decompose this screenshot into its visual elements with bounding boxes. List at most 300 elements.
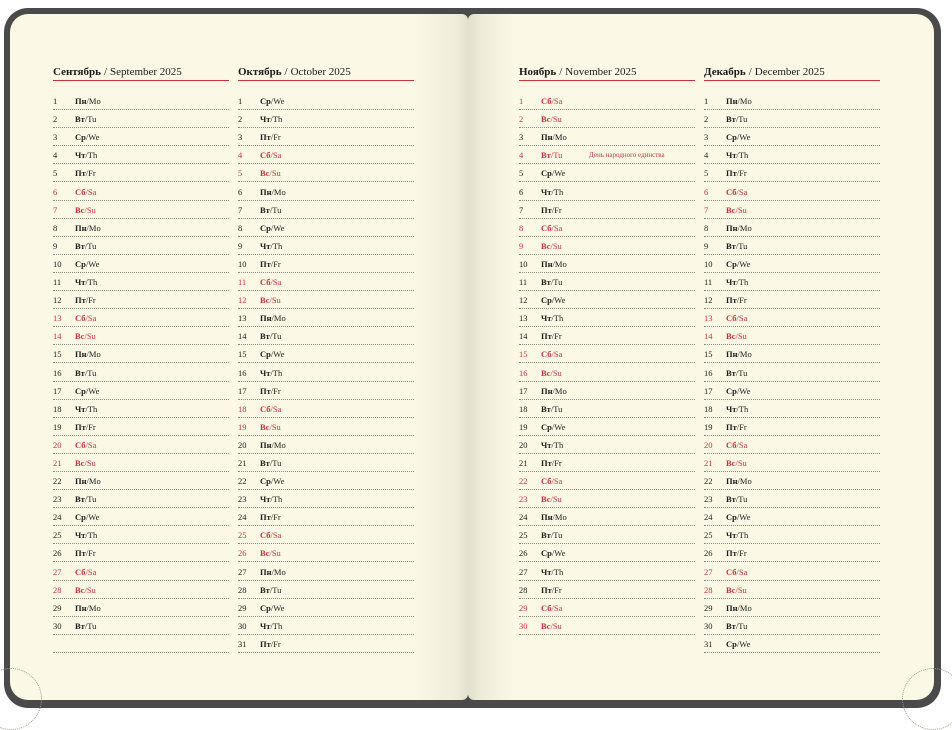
weekday-ru: Вс — [726, 331, 736, 342]
day-number: 13 — [704, 313, 713, 324]
day-row — [519, 526, 695, 544]
weekday: Ср/We — [260, 96, 285, 107]
corner-stitching — [902, 668, 952, 730]
weekday-ru: Чт — [260, 240, 271, 251]
weekday: Пт/Fr — [260, 258, 281, 269]
weekday-ru: Ср — [260, 349, 271, 360]
weekday-en: Mo — [739, 96, 752, 107]
weekday-en: Tu — [553, 150, 563, 161]
weekday-ru: Пн — [75, 96, 87, 107]
weekday: Ср/We — [726, 385, 751, 396]
weekday-ru: Вт — [260, 457, 270, 468]
weekday-ru: Вт — [260, 331, 270, 342]
weekday-en: Mo — [739, 476, 752, 487]
weekday-ru: Пт — [541, 584, 552, 595]
weekday-en: Su — [86, 457, 96, 468]
weekday-ru: Чт — [726, 277, 737, 288]
weekday: Чт/Th — [726, 150, 749, 161]
day-number: 20 — [53, 439, 62, 450]
day-number: 22 — [238, 476, 247, 487]
weekday-ru: Пн — [260, 186, 272, 197]
weekday-en: Th — [553, 186, 564, 197]
day-row — [519, 418, 695, 436]
weekday-ru: Пн — [726, 222, 738, 233]
weekday-ru: Вс — [75, 331, 85, 342]
day-row — [519, 146, 695, 164]
weekday-en: Fr — [273, 638, 281, 649]
weekday-en: Th — [738, 150, 749, 161]
weekday-en: Tu — [87, 367, 97, 378]
day-number: 3 — [53, 132, 58, 143]
day-row — [53, 309, 229, 327]
day-row — [704, 562, 880, 580]
day-row — [704, 255, 880, 273]
weekday-ru: Пн — [726, 476, 738, 487]
weekday-ru: Пн — [75, 476, 87, 487]
weekday-ru: Вт — [726, 494, 736, 505]
day-number: 28 — [704, 584, 713, 595]
day-row — [238, 436, 414, 454]
weekday-ru: Пн — [75, 602, 87, 613]
weekday-ru: Вт — [260, 204, 270, 215]
weekday-en: We — [273, 222, 285, 233]
weekday-ru: Сб — [260, 150, 271, 161]
weekday-ru: Пн — [541, 258, 553, 269]
weekday-en: Fr — [739, 421, 747, 432]
weekday-ru: Пн — [541, 385, 553, 396]
weekday-ru: Чт — [726, 150, 737, 161]
weekday: Пт/Fr — [541, 204, 562, 215]
day-row — [238, 327, 414, 345]
day-row — [519, 363, 695, 381]
weekday-en: We — [88, 258, 100, 269]
weekday-ru: Вт — [726, 114, 736, 125]
month-rule — [238, 80, 414, 81]
weekday: Сб/Sa — [726, 566, 748, 577]
weekday-ru: Сб — [726, 439, 737, 450]
weekday-ru: Пт — [541, 331, 552, 342]
weekday-en: Sa — [87, 313, 97, 324]
weekday-ru: Чт — [75, 530, 86, 541]
day-row — [53, 526, 229, 544]
weekday: Ср/We — [541, 295, 566, 306]
day-row — [704, 400, 880, 418]
day-number: 14 — [704, 331, 713, 342]
weekday-en: Su — [737, 204, 747, 215]
weekday-en: Th — [87, 150, 98, 161]
weekday-ru: Пн — [260, 439, 272, 450]
weekday: Вт/Tu — [541, 530, 563, 541]
weekday: Сб/Sa — [541, 222, 563, 233]
month-name-ru: Декабрь — [704, 66, 746, 78]
day-number: 17 — [53, 385, 62, 396]
weekday-ru: Сб — [541, 96, 552, 107]
weekday-ru: Чт — [260, 494, 271, 505]
weekday-ru: Чт — [260, 367, 271, 378]
day-number: 13 — [519, 313, 528, 324]
day-row — [519, 436, 695, 454]
day-row — [53, 490, 229, 508]
weekday: Ср/We — [726, 638, 751, 649]
day-number: 28 — [53, 584, 62, 595]
day-row — [238, 291, 414, 309]
day-row — [704, 454, 880, 472]
weekday-en: Sa — [738, 186, 748, 197]
weekday-ru: Вс — [75, 457, 85, 468]
weekday-ru: Сб — [726, 186, 737, 197]
day-row — [704, 581, 880, 599]
weekday-ru: Чт — [75, 403, 86, 414]
weekday: Чт/Th — [260, 367, 283, 378]
weekday-en: Th — [553, 439, 564, 450]
holiday-label: День народного единства — [589, 151, 665, 160]
weekday: Чт/Th — [260, 114, 283, 125]
day-number: 2 — [519, 114, 524, 125]
month-october — [238, 66, 414, 653]
weekday-ru: Вс — [260, 421, 270, 432]
day-number: 9 — [53, 240, 58, 251]
day-number: 16 — [704, 367, 713, 378]
weekday-ru: Вт — [75, 494, 85, 505]
month-december — [704, 66, 880, 653]
day-row — [519, 291, 695, 309]
day-number: 24 — [519, 512, 528, 523]
day-number: 15 — [238, 349, 247, 360]
day-number: 14 — [519, 331, 528, 342]
weekday-en: Th — [272, 620, 283, 631]
day-row — [53, 635, 229, 653]
day-row — [519, 508, 695, 526]
day-row — [704, 544, 880, 562]
weekday-en: We — [554, 295, 566, 306]
weekday-ru: Пн — [541, 512, 553, 523]
day-row — [53, 599, 229, 617]
day-row — [704, 201, 880, 219]
day-number: 29 — [519, 602, 528, 613]
day-number: 11 — [238, 277, 247, 288]
weekday-ru: Пт — [75, 548, 86, 559]
weekday-en: We — [554, 168, 566, 179]
weekday: Чт/Th — [541, 186, 564, 197]
day-number: 30 — [53, 620, 62, 631]
weekday-ru: Чт — [541, 186, 552, 197]
month-name-en: October 2025 — [290, 66, 351, 78]
weekday: Пн/Mo — [75, 96, 101, 107]
weekday: Пн/Mo — [541, 385, 567, 396]
weekday-ru: Пн — [726, 349, 738, 360]
day-number: 15 — [53, 349, 62, 360]
weekday: Вт/Tu — [75, 240, 97, 251]
day-row — [238, 562, 414, 580]
day-row — [238, 110, 414, 128]
weekday-en: Mo — [554, 132, 567, 143]
day-list — [238, 92, 414, 653]
weekday: Сб/Sa — [726, 186, 748, 197]
weekday-en: Mo — [273, 313, 286, 324]
day-row — [519, 128, 695, 146]
day-number: 9 — [704, 240, 709, 251]
weekday-ru: Пн — [260, 313, 272, 324]
weekday: Пт/Fr — [260, 132, 281, 143]
day-row — [238, 146, 414, 164]
weekday-ru: Вс — [75, 584, 85, 595]
weekday-ru: Ср — [726, 512, 737, 523]
weekday: Вт/Tu — [260, 457, 282, 468]
weekday-en: We — [554, 548, 566, 559]
month-rule — [704, 80, 880, 81]
day-row — [238, 255, 414, 273]
weekday-en: We — [88, 385, 100, 396]
day-row — [53, 164, 229, 182]
weekday: Пт/Fr — [75, 548, 96, 559]
day-row — [238, 345, 414, 363]
day-number: 9 — [519, 240, 524, 251]
weekday-ru: Чт — [75, 150, 86, 161]
weekday-en: Fr — [554, 457, 562, 468]
month-header: Сентябрь / September 2025 — [53, 66, 182, 78]
month-header: Декабрь / December 2025 — [704, 66, 825, 78]
day-number: 26 — [53, 548, 62, 559]
weekday: Сб/Sa — [541, 602, 563, 613]
weekday-ru: Вс — [75, 204, 85, 215]
weekday-en: Th — [738, 277, 749, 288]
day-row — [238, 490, 414, 508]
weekday-ru: Вт — [260, 584, 270, 595]
weekday-en: We — [88, 132, 100, 143]
weekday-ru: Вт — [541, 277, 551, 288]
month-header: Октябрь / October 2025 — [238, 66, 351, 78]
day-row — [519, 273, 695, 291]
day-number: 6 — [53, 186, 58, 197]
day-number: 25 — [53, 530, 62, 541]
weekday: Сб/Sa — [75, 566, 97, 577]
weekday-en: We — [273, 602, 285, 613]
day-row — [53, 219, 229, 237]
day-number: 24 — [704, 512, 713, 523]
weekday: Вт/Tu — [260, 204, 282, 215]
weekday-en: Su — [552, 367, 562, 378]
day-number: 11 — [53, 277, 62, 288]
day-number: 18 — [519, 403, 528, 414]
weekday: Вт/Tu — [260, 331, 282, 342]
day-row — [238, 400, 414, 418]
day-number: 27 — [53, 566, 62, 577]
weekday: Ср/We — [75, 385, 100, 396]
weekday: Сб/Sa — [75, 186, 97, 197]
day-row — [704, 436, 880, 454]
day-number: 3 — [238, 132, 243, 143]
weekday: Пт/Fr — [726, 168, 747, 179]
weekday-en: Tu — [87, 114, 97, 125]
weekday: Вс/Su — [541, 494, 562, 505]
weekday-ru: Чт — [260, 620, 271, 631]
day-row — [519, 110, 695, 128]
day-row — [704, 92, 880, 110]
day-number: 6 — [238, 186, 243, 197]
weekday: Ср/We — [75, 132, 100, 143]
weekday-en: Mo — [739, 222, 752, 233]
day-row — [53, 454, 229, 472]
day-row — [519, 599, 695, 617]
weekday-en: We — [739, 385, 751, 396]
weekday-en: Mo — [88, 96, 101, 107]
weekday: Пн/Mo — [75, 349, 101, 360]
weekday: Вс/Su — [541, 367, 562, 378]
day-row — [704, 110, 880, 128]
weekday-en: Tu — [87, 494, 97, 505]
day-number: 7 — [704, 204, 709, 215]
weekday-en: We — [739, 512, 751, 523]
weekday: Ср/We — [541, 548, 566, 559]
weekday-ru: Чт — [541, 313, 552, 324]
day-number: 17 — [238, 385, 247, 396]
day-number: 15 — [704, 349, 713, 360]
day-row — [238, 309, 414, 327]
day-number: 26 — [519, 548, 528, 559]
weekday-en: Fr — [88, 295, 96, 306]
day-row — [519, 201, 695, 219]
day-number: 5 — [704, 168, 709, 179]
day-row — [704, 526, 880, 544]
day-row — [519, 182, 695, 200]
day-number: 8 — [238, 222, 243, 233]
weekday-en: Fr — [273, 385, 281, 396]
weekday: Чт/Th — [541, 313, 564, 324]
day-number: 20 — [519, 439, 528, 450]
weekday-en: We — [273, 96, 285, 107]
weekday-en: Tu — [738, 620, 748, 631]
weekday: Сб/Sa — [726, 439, 748, 450]
weekday-en: Tu — [87, 620, 97, 631]
weekday: Вс/Su — [260, 168, 281, 179]
day-number: 11 — [519, 277, 528, 288]
day-row — [704, 599, 880, 617]
weekday-en: Tu — [553, 277, 563, 288]
day-number: 20 — [238, 439, 247, 450]
weekday-ru: Пн — [541, 132, 553, 143]
day-number: 23 — [238, 494, 247, 505]
month-november — [519, 66, 695, 635]
weekday: Вт/Tu — [726, 114, 748, 125]
weekday-ru: Вт — [75, 240, 85, 251]
weekday-en: Fr — [739, 295, 747, 306]
weekday-ru: Ср — [260, 96, 271, 107]
weekday: Вс/Su — [726, 331, 747, 342]
weekday-ru: Вс — [726, 584, 736, 595]
weekday: Пт/Fr — [541, 584, 562, 595]
day-number: 29 — [53, 602, 62, 613]
day-number: 5 — [519, 168, 524, 179]
day-row — [704, 182, 880, 200]
day-number: 19 — [519, 421, 528, 432]
weekday: Вт/Tu — [75, 367, 97, 378]
weekday-en: Sa — [87, 186, 97, 197]
weekday: Пн/Mo — [75, 476, 101, 487]
weekday: Пн/Mo — [541, 258, 567, 269]
day-row — [53, 327, 229, 345]
weekday: Вс/Su — [541, 240, 562, 251]
day-number: 2 — [704, 114, 709, 125]
day-number: 20 — [704, 439, 713, 450]
day-row — [53, 562, 229, 580]
weekday: Вс/Su — [541, 114, 562, 125]
day-number: 2 — [238, 114, 243, 125]
day-number: 8 — [53, 222, 58, 233]
day-number: 22 — [53, 476, 62, 487]
weekday: Сб/Sa — [726, 313, 748, 324]
weekday-en: Sa — [738, 439, 748, 450]
day-row — [704, 128, 880, 146]
weekday: Сб/Sa — [260, 403, 282, 414]
day-number: 12 — [704, 295, 713, 306]
weekday-en: Th — [272, 494, 283, 505]
weekday-en: Tu — [553, 530, 563, 541]
weekday-en: Su — [86, 331, 96, 342]
day-number: 7 — [238, 204, 243, 215]
day-row — [238, 454, 414, 472]
weekday-ru: Ср — [75, 258, 86, 269]
weekday-en: Sa — [553, 96, 563, 107]
weekday-en: We — [739, 638, 751, 649]
weekday-ru: Вс — [541, 240, 551, 251]
day-row — [238, 544, 414, 562]
day-row — [238, 273, 414, 291]
month-name-en: December 2025 — [754, 66, 825, 78]
weekday-en: We — [739, 132, 751, 143]
day-row — [53, 92, 229, 110]
weekday: Пт/Fr — [541, 457, 562, 468]
day-row — [519, 617, 695, 635]
day-row — [53, 382, 229, 400]
day-number: 11 — [704, 277, 713, 288]
weekday-en: Fr — [273, 512, 281, 523]
day-number: 30 — [519, 620, 528, 631]
weekday: Чт/Th — [260, 620, 283, 631]
weekday: Пн/Mo — [260, 313, 286, 324]
weekday: Пн/Mo — [726, 349, 752, 360]
weekday-en: Tu — [738, 494, 748, 505]
day-row — [704, 146, 880, 164]
day-row — [53, 544, 229, 562]
weekday: Вт/Tu — [75, 494, 97, 505]
weekday: Вс/Su — [75, 204, 96, 215]
day-row — [704, 472, 880, 490]
weekday: Пт/Fr — [75, 168, 96, 179]
weekday-en: Su — [271, 421, 281, 432]
day-number: 27 — [238, 566, 247, 577]
weekday-ru: Вт — [541, 150, 551, 161]
weekday-ru: Ср — [75, 385, 86, 396]
month-name-ru: Ноябрь — [519, 66, 557, 78]
weekday-en: Sa — [738, 566, 748, 577]
weekday-en: Tu — [87, 240, 97, 251]
weekday-ru: Вс — [260, 548, 270, 559]
weekday-en: Th — [87, 530, 98, 541]
weekday: Вс/Su — [260, 421, 281, 432]
weekday-en: Th — [553, 566, 564, 577]
weekday-ru: Пт — [726, 295, 737, 306]
weekday-ru: Пт — [726, 168, 737, 179]
weekday-ru: Ср — [726, 258, 737, 269]
day-row — [238, 363, 414, 381]
day-number: 10 — [53, 258, 62, 269]
weekday-en: Mo — [273, 439, 286, 450]
month-name-ru: Октябрь — [238, 66, 282, 78]
day-row — [53, 182, 229, 200]
day-row — [704, 237, 880, 255]
weekday-en: Tu — [272, 584, 282, 595]
weekday-en: Tu — [272, 457, 282, 468]
